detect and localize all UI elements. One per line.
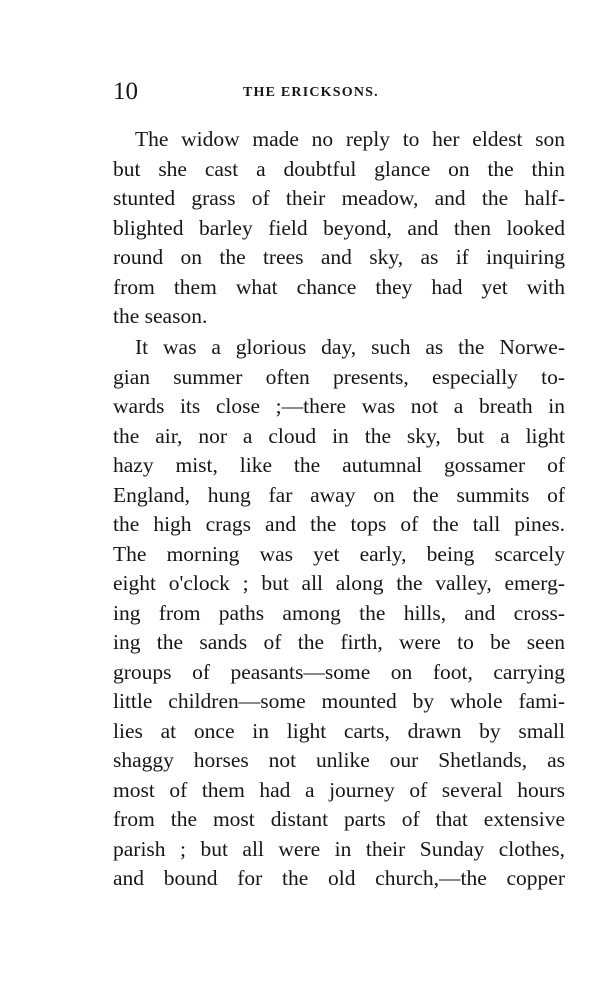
running-title: THE ERICKSONS.	[243, 85, 379, 100]
text-line: The widow made no reply to her eldest son	[135, 127, 565, 151]
text-line: the air, nor a cloud in the sky, but a light	[113, 423, 565, 448]
text-line: ing from paths among the hills, and cross-	[113, 600, 565, 625]
text-line: ing the sands of the firth, were to be seen	[113, 630, 565, 654]
page-number: 10	[113, 78, 138, 105]
text-line: the season.	[113, 304, 208, 328]
text-line: lies at once in light carts, drawn by small	[113, 718, 565, 743]
page-header	[113, 74, 565, 110]
text-line: most of them had a journey of several hours	[113, 777, 565, 802]
text-line: gian summer often presents, especially to-	[113, 364, 565, 389]
text-line: the high crags and the tops of the tall pines.	[113, 512, 565, 536]
text-line: but she cast a doubtful glance on the thin	[113, 156, 565, 181]
text-line: parish ; but all were in their Sunday clothes,	[113, 836, 565, 861]
text-line: groups of peasants—some on foot, carrying	[113, 659, 565, 684]
text-line: round on the trees and sky, as if inquiring	[113, 245, 565, 269]
text-line: blighted barley field beyond, and then looked	[113, 215, 565, 240]
text-line: wards its close ;—there was not a breath in	[113, 394, 565, 418]
text-line: It was a glorious day, such as the Norwe-	[135, 335, 565, 359]
text-line: hazy mist, like the autumnal gossamer of	[113, 453, 565, 477]
text-line: stunted grass of their meadow, and the half-	[113, 186, 565, 210]
text-line: from the most distant parts of that extensive	[113, 807, 565, 831]
text-line: and bound for the old church,—the copper	[113, 866, 565, 890]
text-line: shaggy horses not unlike our Shetlands, as	[113, 748, 565, 772]
text-line: eight o'clock ; but all along the valley, emerg-	[113, 571, 565, 595]
body-text	[113, 125, 565, 894]
text-line: little children—some mounted by whole fami-	[113, 689, 565, 713]
text-line: from them what chance they had yet with	[113, 274, 565, 299]
text-line: England, hung far away on the summits of	[113, 482, 565, 507]
text-line: The morning was yet early, being scarcely	[113, 541, 565, 566]
